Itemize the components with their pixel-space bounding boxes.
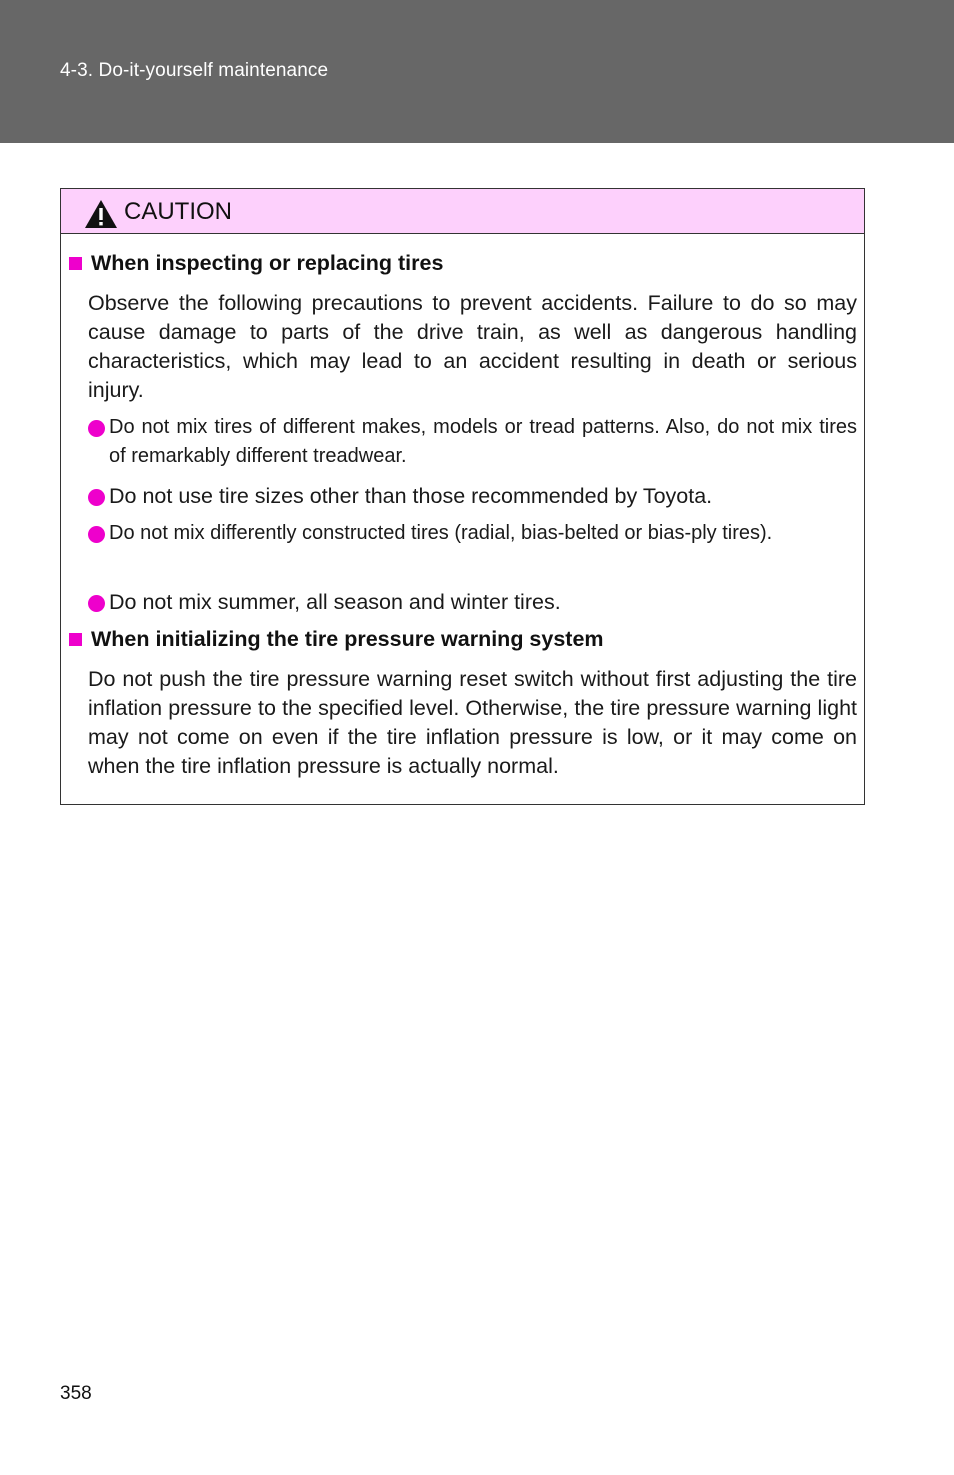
- square-bullet-icon: [69, 257, 82, 270]
- section-heading-inspecting-tires: [67, 251, 443, 276]
- page-number: 358: [60, 1383, 92, 1404]
- list-item: [88, 588, 857, 617]
- list-item-text: Do not mix tires of different makes, models or tread patterns. Also, do not mix tires of remarkably different treadwear.: [109, 416, 857, 467]
- section-heading-text: When inspecting or replacing tires: [91, 251, 444, 275]
- list-item-text: Do not use tire sizes other than those recommended by Toyota.: [109, 484, 713, 508]
- section-body-paragraph: Do not push the tire pressure warning reset switch without first adjusting the tire inflation pressure to the specified level. Otherwise, the tire pressure warning light may not come on even if the tire inflation pressure is low, or it may come on when the tire inflation pressure is actually normal.: [88, 667, 857, 778]
- list-item-text: Do not mix differently constructed tires (radial, bias-belted or bias-ply tires).: [109, 522, 773, 544]
- section-heading-tpws: [67, 627, 604, 652]
- caution-header: [61, 189, 864, 234]
- square-bullet-icon: [69, 633, 82, 646]
- circle-bullet-icon: [88, 526, 105, 543]
- circle-bullet-icon: [88, 420, 105, 437]
- breadcrumb: 4-3. Do-it-yourself maintenance: [60, 60, 329, 81]
- list-item: [88, 482, 857, 511]
- list-item: [88, 519, 857, 548]
- warning-triangle-icon: [84, 199, 118, 229]
- list-item: [88, 413, 857, 471]
- section-body-paragraph: Observe the following precautions to prevent accidents. Failure to do so may cause damage to parts of the drive train, as well as dangerous handling characteristics, which may lead to an accident resulting in death or serious injury.: [88, 291, 857, 402]
- section-heading-text: When initializing the tire pressure warning system: [91, 627, 604, 651]
- caution-title: CAUTION: [124, 198, 232, 225]
- header-band: [0, 0, 954, 143]
- list-item-text: Do not mix summer, all season and winter tires.: [109, 590, 561, 614]
- circle-bullet-icon: [88, 489, 105, 506]
- circle-bullet-icon: [88, 595, 105, 612]
- caution-box: [60, 188, 865, 805]
